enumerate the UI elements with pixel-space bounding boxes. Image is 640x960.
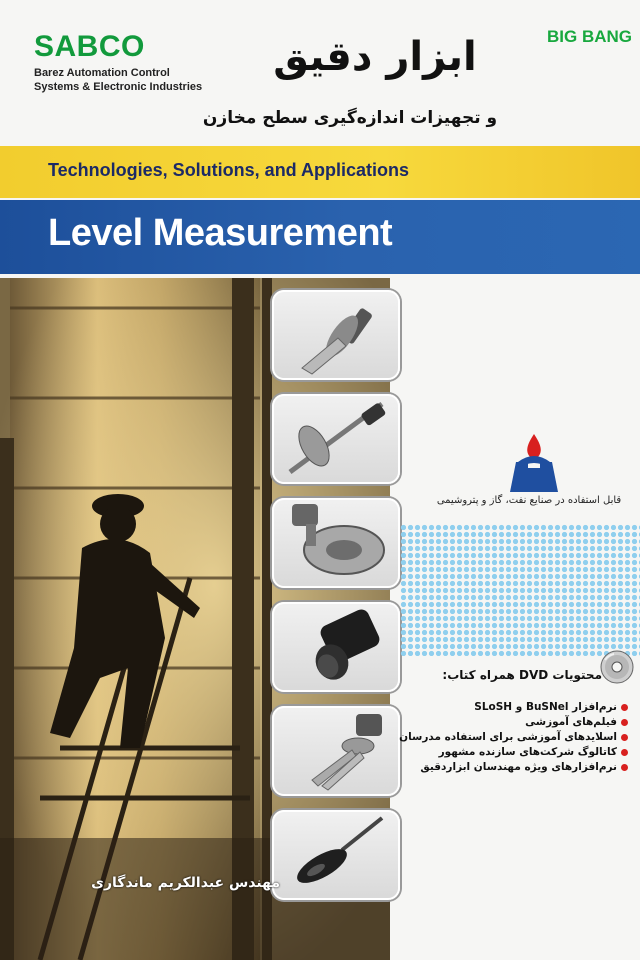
publisher-line-2: Systems & Electronic Industries: [34, 81, 203, 93]
horn-antenna-sensor-icon: [272, 290, 400, 380]
publisher-line-1: Barez Automation Control: [34, 67, 170, 79]
list-item: [396, 700, 628, 715]
dvd-item-text: نرم‌افزارهای ویژه مهندسان ابزاردقیق: [420, 761, 617, 773]
dvd-item-text: کاتالوگ شرکت‌های سازنده مشهور: [438, 746, 617, 758]
bullet-icon: [621, 764, 628, 771]
ultrasonic-sensor-icon: [272, 602, 400, 692]
dvd-item-text: اسلایدهای آموزشی برای استفاده مدرسان: [399, 731, 617, 743]
dvd-item-text: فیلم‌های آموزشی: [525, 716, 617, 728]
imprint-logo: BIG BANG: [547, 27, 632, 46]
dvd-contents-list: [396, 700, 628, 775]
sensor-tile-4: [272, 602, 400, 692]
list-item: [396, 730, 628, 745]
dvd-contents-title: محتویات DVD همراه کتاب:: [442, 668, 602, 682]
book-title-persian: ابزار دقیق: [273, 34, 477, 80]
bullet-icon: [621, 719, 628, 726]
dot-pattern: [400, 524, 640, 656]
sensor-tile-5: [272, 706, 400, 796]
publisher-logo: SABCO: [34, 30, 145, 63]
book-subtitle-persian: و تجهیزات اندازه‌گیری سطح مخازن: [202, 108, 498, 128]
tagline-text: Technologies, Solutions, and Applications: [48, 160, 410, 180]
bullet-icon: [621, 749, 628, 756]
bullet-icon: [621, 704, 628, 711]
sensor-tile-1: [272, 290, 400, 380]
list-item: [396, 745, 628, 760]
bullet-icon: [621, 734, 628, 741]
flanged-transmitter-icon: [272, 498, 400, 588]
dvd-disc-icon: [600, 650, 634, 684]
list-item: [396, 715, 628, 730]
dvd-item-text: نرم‌افزار BuSNel و SLoSH: [474, 701, 617, 713]
author-name: مهندس عبدالکریم ماندگاری: [91, 875, 280, 891]
sensor-tile-3: [272, 498, 400, 588]
industry-caption: قابل استفاده در صنایع نفت، گاز و پتروشیمی: [436, 495, 622, 506]
sensor-tile-6: [272, 810, 400, 900]
list-item: [396, 760, 628, 775]
vibrating-fork-sensor-icon: [272, 706, 400, 796]
rod-probe-sensor-icon: [272, 394, 400, 484]
publisher-tagline: [34, 66, 202, 94]
sensor-tile-2: [272, 394, 400, 484]
main-title: Level Measurement: [48, 212, 393, 254]
float-switch-icon: [272, 810, 400, 900]
oil-company-logo-icon: [504, 432, 564, 494]
